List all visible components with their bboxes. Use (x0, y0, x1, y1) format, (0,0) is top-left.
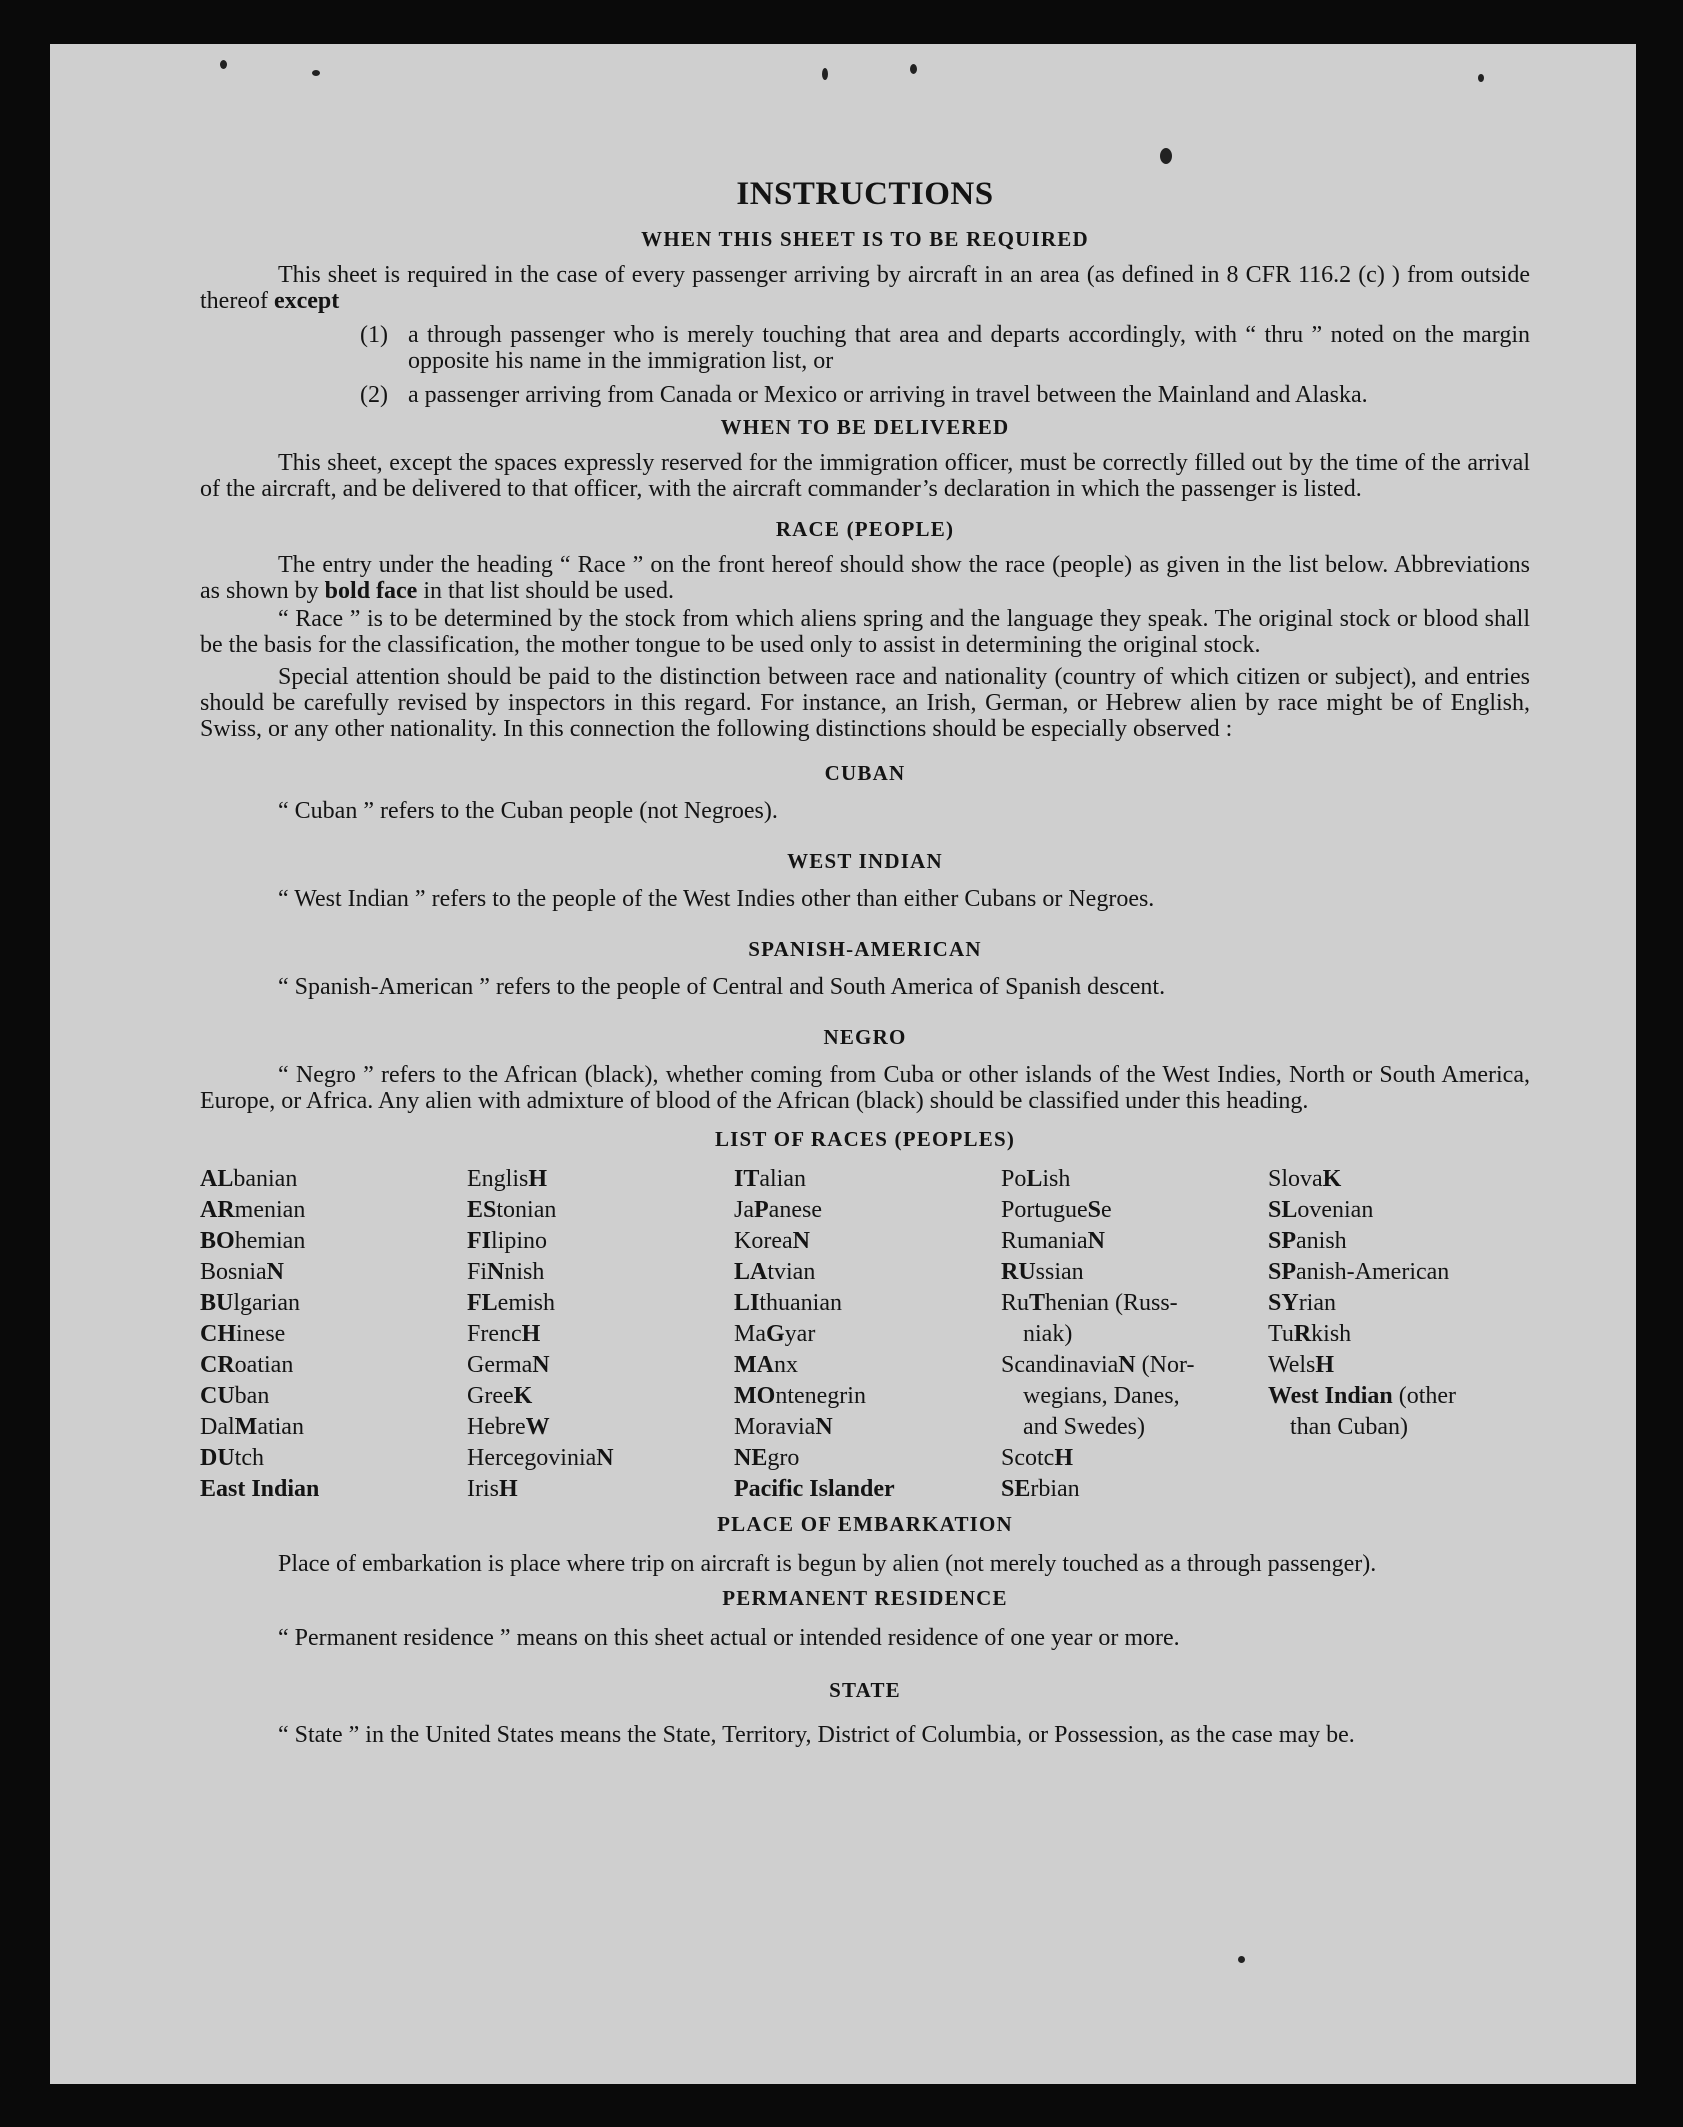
race-entry: ScandinaviaN (Nor- (1001, 1352, 1195, 1378)
race-entry: HebreW (467, 1414, 550, 1440)
heading-when-delivered: WHEN TO BE DELIVERED (720, 415, 1010, 439)
race-entry: DalMatian (200, 1414, 304, 1440)
race-entry: BUlgarian (200, 1290, 300, 1316)
race-entry: FiNnish (467, 1259, 545, 1285)
race-entry: GermaN (467, 1352, 550, 1378)
cuban-text: “ Cuban ” refers to the Cuban people (not Negroes). (278, 798, 778, 824)
race-entry: RumaniaN (1001, 1228, 1105, 1254)
race-entry: JaPanese (734, 1197, 822, 1223)
race-entry: LIthuanian (734, 1290, 842, 1316)
race-entry: WelsH (1268, 1352, 1335, 1378)
race-entry: DUtch (200, 1445, 264, 1471)
speck-mark (1160, 148, 1172, 164)
race-entry: Pacific Islander (734, 1476, 895, 1502)
exception-item-1: (1) a through passenger who is merely touching that area and departs accordingly, with “ thru ” noted on the margin opposite his name in the immigration list, or (360, 322, 1530, 374)
heading-cuban: CUBAN (824, 761, 906, 785)
race-entry: RUssian (1001, 1259, 1084, 1285)
heading-state: STATE (829, 1678, 901, 1702)
speck-mark (910, 64, 917, 74)
race-entry: RuThenian (Russ- (1001, 1290, 1178, 1316)
heading-west-indian: WEST INDIAN (787, 849, 943, 873)
heading-spanish-american: SPANISH-AMERICAN (748, 937, 982, 961)
heading-list-of-races: LIST OF RACES (PEOPLES) (714, 1127, 1016, 1151)
heading-negro: NEGRO (823, 1025, 907, 1049)
race-entry: SErbian (1001, 1476, 1080, 1502)
race-entry: LAtvian (734, 1259, 816, 1285)
race-entry: FLemish (467, 1290, 555, 1316)
race-entry: ALbanian (200, 1166, 298, 1192)
race-paragraph-3: Special attention should be paid to the distinction between race and nationality (country of which citizen or subject), and entries should be carefully revised by inspectors in this regard. For instance, an Irish, German, or Hebrew alien by race might be of English, Swiss, or any other nationality. In this connection the following distinctions should be especially observed : (200, 664, 1530, 742)
race-entry: TuRkish (1268, 1321, 1352, 1347)
races-column (734, 1164, 1001, 1505)
race-entry: EStonian (467, 1197, 557, 1223)
spanish-american-text: “ Spanish-American ” refers to the people of Central and South America of Spanish descent. (278, 974, 1166, 1000)
race-entry: IrisH (467, 1476, 518, 1502)
race-entry: ITalian (734, 1166, 806, 1192)
heading-when-required: WHEN THIS SHEET IS TO BE REQUIRED (641, 227, 1089, 251)
race-paragraph-1: The entry under the heading “ Race ” on the front hereof should show the race (people) as given in the list below. Abbreviations as shown by bold face in that list should be used. (200, 552, 1530, 604)
page-title: INSTRUCTIONS (736, 176, 994, 212)
when-delivered-text: This sheet, except the spaces expressly reserved for the immigration officer, must be correctly filled out by the time of the arrival of the aircraft, and be delivered to that officer, with the aircraft commander’s declaration in which the passenger is listed. (200, 450, 1530, 502)
when-required-intro: This sheet is required in the case of every passenger arriving by aircraft in an area (as defined in 8 CFR 116.2 (c) ) from outside thereof except (200, 262, 1530, 314)
race-entry: SlovaK (1268, 1166, 1342, 1192)
race-entry: MAnx (734, 1352, 798, 1378)
race-entry: ScotcH (1001, 1445, 1073, 1471)
race-entry: KoreaN (734, 1228, 810, 1254)
negro-text: “ Negro ” refers to the African (black), whether coming from Cuba or other islands of the West Indies, North or South America, Europe, or Africa. Any alien with admixture of blood of the African (black) should be classified under this heading. (200, 1062, 1530, 1114)
races-column (1268, 1164, 1530, 1505)
speck-mark (1238, 1956, 1245, 1963)
race-entry: than Cuban) (1290, 1414, 1408, 1440)
state-text: “ State ” in the United States means the State, Territory, District of Columbia, or Possession, as the case may be. (278, 1722, 1355, 1748)
heading-embarkation: PLACE OF EMBARKATION (717, 1512, 1013, 1536)
races-column (1001, 1164, 1268, 1505)
race-entry: SYrian (1268, 1290, 1336, 1316)
race-entry: CHinese (200, 1321, 286, 1347)
embarkation-text: Place of embarkation is place where trip on aircraft is begun by alien (not merely touched as a through passenger). (278, 1551, 1377, 1577)
race-entry: MOntenegrin (734, 1383, 866, 1409)
heading-residence: PERMANENT RESIDENCE (722, 1586, 1008, 1610)
race-entry: SPanish (1268, 1228, 1347, 1254)
race-entry: PortugueSe (1001, 1197, 1112, 1223)
instructions-body (200, 174, 1530, 1753)
race-entry: CRoatian (200, 1352, 294, 1378)
race-paragraph-2: “ Race ” is to be determined by the stock from which aliens spring and the language they speak. The original stock or blood shall be the basis for the classification, the mother tongue to be used only to assist in determining the original stock. (200, 606, 1530, 658)
race-entry: PoLish (1001, 1166, 1071, 1192)
races-table (200, 1164, 1530, 1505)
heading-race: RACE (PEOPLE) (775, 517, 955, 541)
race-entry: FrencH (467, 1321, 541, 1347)
speck-mark (1478, 74, 1484, 82)
race-entry: CUban (200, 1383, 270, 1409)
exception-item-2: (2) a passenger arriving from Canada or Mexico or arriving in travel between the Mainland and Alaska. (360, 382, 1368, 408)
west-indian-text: “ West Indian ” refers to the people of the West Indies other than either Cubans or Negroes. (278, 886, 1155, 912)
race-entry: niak) (1023, 1321, 1073, 1347)
race-entry: MaGyar (734, 1321, 816, 1347)
race-entry: West Indian (other (1268, 1383, 1457, 1409)
race-entry: ARmenian (200, 1197, 306, 1223)
speck-mark (822, 68, 828, 80)
race-entry: SLovenian (1268, 1197, 1374, 1223)
speck-mark (220, 60, 227, 69)
race-entry: MoraviaN (734, 1414, 833, 1440)
races-column (200, 1164, 467, 1505)
race-entry: and Swedes) (1023, 1414, 1145, 1440)
race-entry: BOhemian (200, 1228, 306, 1254)
race-entry: HercegoviniaN (467, 1445, 614, 1471)
races-column (467, 1164, 734, 1505)
race-entry: East Indian (200, 1476, 320, 1502)
document-page (50, 44, 1636, 2084)
race-entry: SPanish-American (1268, 1259, 1450, 1285)
speck-mark (312, 70, 320, 76)
race-entry: FIlipino (467, 1228, 548, 1254)
race-entry: GreeK (467, 1383, 533, 1409)
race-entry: BosniaN (200, 1259, 285, 1285)
residence-text: “ Permanent residence ” means on this sheet actual or intended residence of one year or more. (278, 1625, 1180, 1651)
race-entry: NEgro (734, 1445, 800, 1471)
race-entry: wegians, Danes, (1023, 1383, 1180, 1409)
race-entry: EnglisH (467, 1166, 548, 1192)
